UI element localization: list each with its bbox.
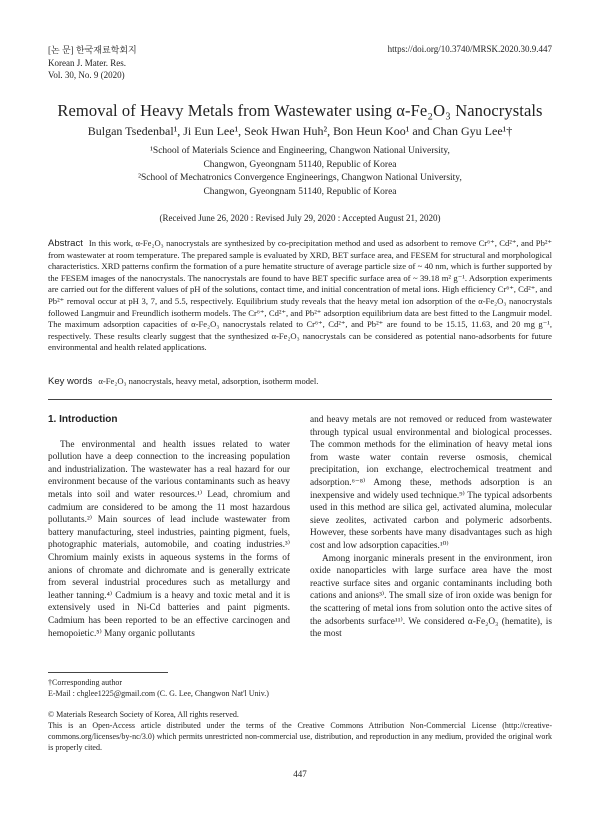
corresponding-author: †Corresponding author — [48, 678, 122, 687]
paragraph: The environmental and health issues related to water pollution have a deep connection to the increasing population and industrialization. The wastewater has a real hazard for our environment because of the various contaminants such as heavy metals into soil and water resources.¹⁾ Lead, chromium and cadmium are considered to be among the 11 most hazardous pollutants.²⁾ Main sources of lead include wastewater from battery manufacturing, steel industries, painting pigment, fuels, photographic materials, automobile, and coating industries.³⁾ Chromium mainly exists in aqueous systems in the forms of anions of chromate and dichromate and is generally extricate from several industrial procedures such as metallurgy and leather tanning.⁴⁾ Cadmium is a heavy and toxic metal and it is extensively used in Ni-Cd batteries and paint pigments. Cadmium has been reported to be an effective carcinogen and hemopoietic.⁵⁾ Many organic pollutants — [48, 439, 290, 639]
left-column — [48, 414, 290, 640]
author-list: Bulgan Tsedenbal¹, Ji Eun Lee¹, Seok Hwan Huh², Bon Heun Koo¹ and Chan Gyu Lee¹† — [87, 124, 513, 138]
copyright: © Materials Research Society of Korea, All rights reserved. — [48, 710, 239, 719]
footnote-divider — [48, 672, 168, 673]
abstract-text: In this work, α-Fe₂O₃ nanocrystals are synthesized by co-precipitation method and used as adsorbent to remove Cr⁶⁺, Cd²⁺, and Pb²⁺ from wastewater at room temperature. The prepared sample is evaluated by XRD, BET surface area, and FESEM for structural and morphological characteristics. XRD patterns confirm the formation of a pure hematite structure of average particle size of ~ 40 nm, which is further supported by the FESEM images of the nanocrystals. The nanocrystals are found to have BET specific surface area of ~ 39.18 m² g⁻¹. Adsorption experiments are carried out for the different values of pH of the solutions, contact time, and initial concentration of metal ions. High efficiency Cr⁶⁺, Cd²⁺, and Pb²⁺ removal occur at pH 3, 7, and 5.5, respectively. Equilibrium study reveals that the heavy metal ion adsorption of the α-Fe₂O₃ nanocrystals followed Langmuir and Freundlich isotherm models. The Cr⁶⁺, Cd²⁺, and Pb²⁺ adsorption equilibrium data are best fitted to the Langmuir model. The maximum adsorption capacities of α-Fe₂O₃ nanocrystals related to Cr⁶⁺, Cd²⁺, and Pb²⁺ are found to be 15.15, 11.63, and 20 mg g⁻¹, respectively. These results clearly suggest that the synthesized α-Fe₂O₃ nanocrystals can be considered as potential nano-adsorbents for future environmental and health related applications. — [48, 238, 552, 353]
journal-korean: [논 문] 한국재료학회지 — [48, 45, 137, 55]
page-number: 447 — [293, 769, 307, 779]
license-text: This is an Open-Access article distributed under the terms of the Creative Commons Attribution Non-Commercial License (http://creative-commons.org/licenses/by-nc/3.0) which permits unrestricted non-commercial use, distribution, and reproduction in any medium, provided the original work is properly cited. — [48, 721, 552, 752]
paper-title: Removal of Heavy Metals from Wastewater using α-Fe₂O₃ Nanocrystals — [57, 101, 543, 120]
abstract — [48, 238, 552, 354]
journal-header — [48, 44, 137, 82]
received-dates: (Received June 26, 2020 : Revised July 29, 2020 : Accepted August 21, 2020) — [159, 213, 441, 223]
section-divider — [48, 399, 552, 400]
affiliation-line: Changwon, Gyeongnam 51140, Republic of Korea — [203, 159, 397, 170]
paragraph: Among inorganic minerals present in the environment, iron oxide nanoparticles with large surface area have the most reactive surface sites and organic contaminants including both cations and anions³⁾. The small size of iron oxide was benign for the scattering of metal ions from solution onto the active sites of the adsorbents surface¹¹⁾. We considered α-Fe₂O₃ (hematite), is the most — [310, 553, 552, 640]
paragraph: and heavy metals are not removed or reduced from wastewater through typical usual environmental and biological processes. The common methods for the elimination of heavy metal ions from waste water contain reverse osmosis, chemical precipitation, ion exchange, electrochemical treatment and adsorption.⁶⁻⁸⁾ Among these, methods adsorption is an inexpensive and widely used technique.⁹⁾ The typical adsorbents used in this method are silica gel, activated alumina, molecular sieve zeolites, activated carbon and polymeric adsorbents. However, these sorbents have many disadvantages such as high cost and low adsorption capacities.¹⁰⁾ — [310, 415, 552, 551]
right-column — [310, 414, 552, 641]
journal-abbrev: Korean J. Mater. Res. — [48, 57, 126, 68]
license-block — [48, 709, 552, 753]
section-title: 1. Introduction — [48, 414, 118, 425]
affiliation-line: ¹School of Materials Science and Engineering, Changwon National University, — [150, 146, 450, 156]
keywords — [48, 376, 552, 387]
abstract-label: Abstract — [48, 238, 83, 249]
keywords-text: α-Fe₂O₃ nanocrystals, heavy metal, adsorption, isotherm model. — [98, 376, 319, 386]
affiliations — [0, 145, 600, 199]
keywords-label: Key words — [48, 376, 93, 387]
affiliation-line: ²School of Mechatronics Convergence Engineerings, Changwon National University, — [138, 173, 462, 183]
affiliation-line: Changwon, Gyeongnam 51140, Republic of Korea — [203, 186, 397, 197]
journal-volume: Vol. 30, No. 9 (2020) — [48, 70, 125, 80]
footnote — [48, 677, 269, 699]
doi-link[interactable]: https://doi.org/10.3740/MRSK.2020.30.9.447 — [387, 44, 552, 54]
author-email[interactable]: E-Mail : chglee1225@gmail.com (C. G. Lee, Changwon Nat'l Univ.) — [48, 689, 269, 698]
